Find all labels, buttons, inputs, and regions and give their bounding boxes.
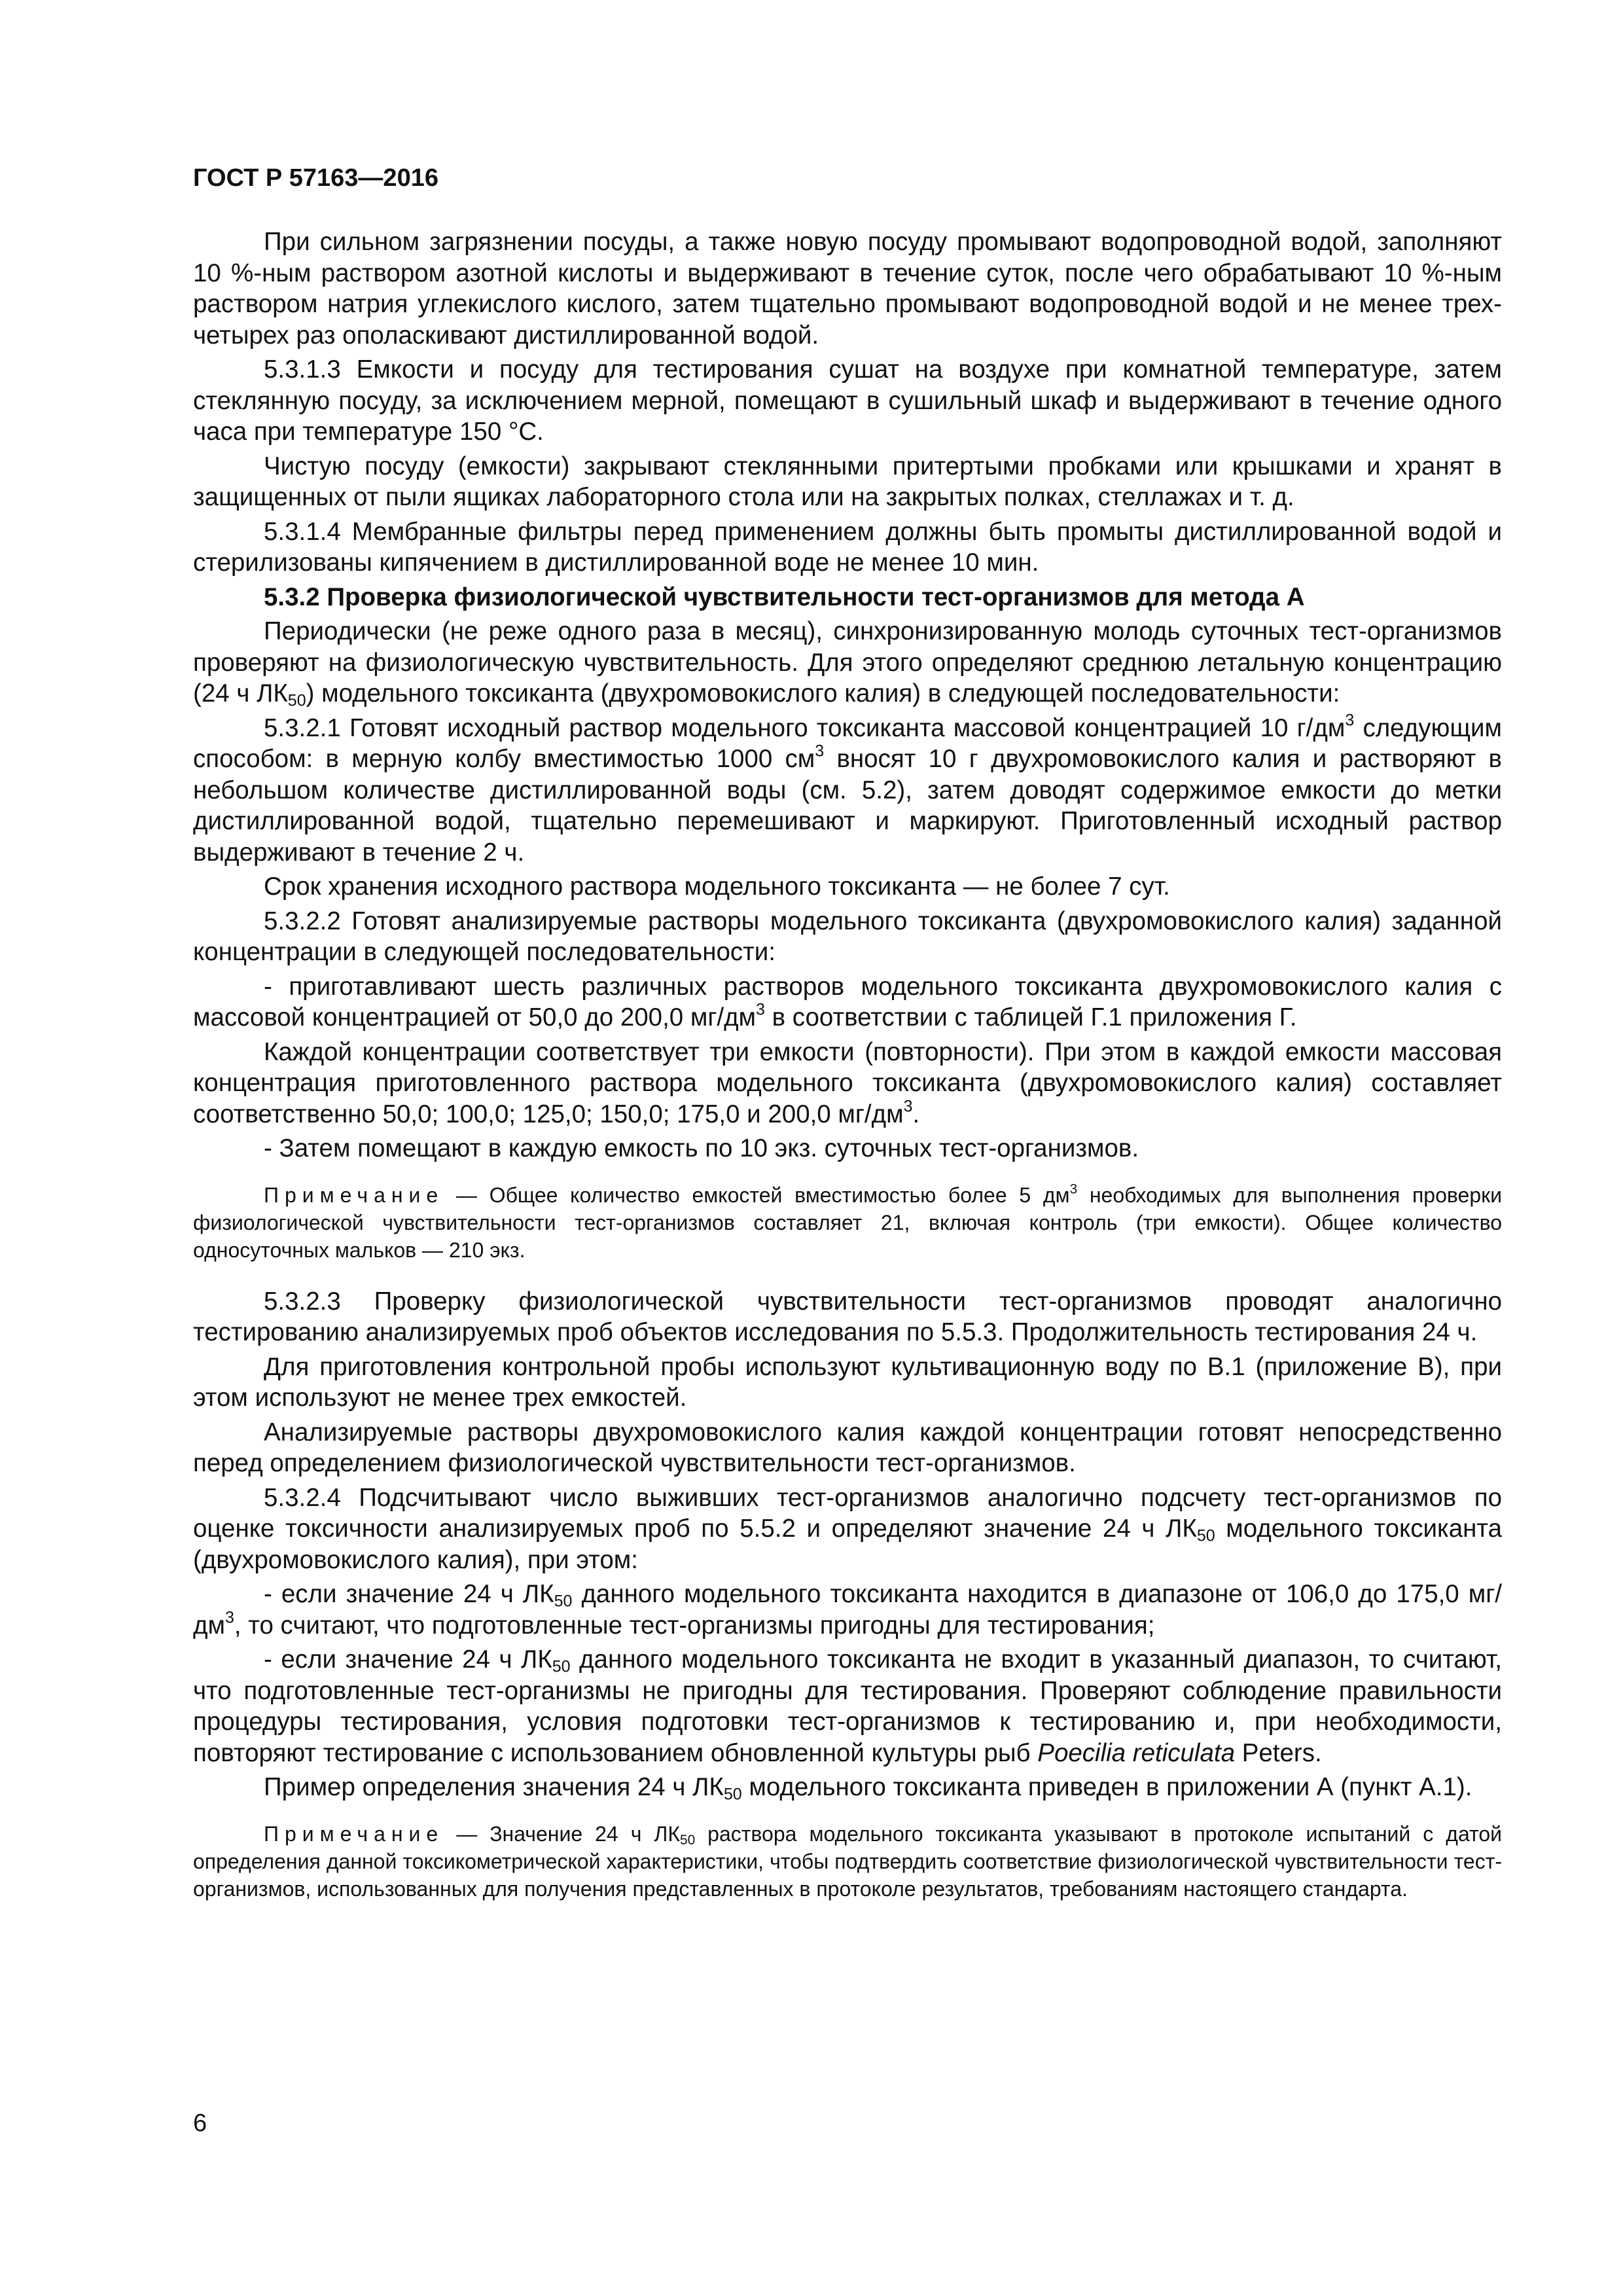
note-vessel-count: Примечание — Общее количество емкостей вместимостью более 5 $дм^3$ необходимых для выполнения проверки физиологической чувствительности тест-организмов составляет 21, включая контроль (три емкости). Общее количество односуточных мальков — 210 экз.: [193, 1181, 1503, 1262]
document-header: ГОСТ Р 57163—2016: [193, 164, 438, 192]
paragraph-cleaning-contaminated: При сильном загрязнении посуды, а также новую посуду промывают водопроводной водой, заполняют 10 %-ным раствором азотной кислоты и выдерживают в течение суток, после чего обрабатывают 10 %-ным раствором натрия углекислого кислого, затем тщательно промывают водопроводной водой и не менее трех-четырех раз ополаскивают дистиллированной водой.: [193, 228, 1502, 350]
list-item-range-invalid: - если значение 24 ч $ЛК_{50}$ данного модельного токсиканта не входит в указанный диапазон, то считают, что подготовленные тест-организмы не пригодны для тестирования. Проверяют соблюдение правильности процедуры тестирования, условия подготовки тест-организмов к тестированию и, при необходимости, повторяют тестирование с использованием обновленной культуры рыб Poecilia reticulata Peters.: [193, 1645, 1502, 1767]
species-name: Poecilia reticulata: [1037, 1738, 1236, 1767]
paragraph-5-3-2-3: 5.3.2.3 Проверку физиологической чувствительности тест-организмов проводят аналогично тестированию анализируемых проб объектов исследования по 5.5.3. Продолжительность тестирования 24 ч.: [193, 1287, 1502, 1346]
paragraph-control-sample: Для приготовления контрольной пробы используют культивационную воду по В.1 (приложение В), при этом используют не менее трех емкостей.: [193, 1352, 1502, 1412]
document-page: [193, 164, 1502, 1925]
paragraph-periodic-check: Периодически (не реже одного раза в месяц), синхронизированную молодь суточных тест-организмов проверяют на физиологическую чувствительность. Для этого определяют среднюю летальную концентрацию (24 ч $ЛК_{50}$) модельного токсиканта (двухромовокислого калия) в следующей последовательности:: [193, 617, 1502, 710]
paragraph-5-3-1-3: 5.3.1.3 Емкости и посуду для тестирования сушат на воздухе при комнатной температуре, затем стеклянную посуду, за исключением мерной, помещают в сушильный шкаф и выдерживают в течение одного часа при температуре 150 °C.: [193, 355, 1502, 446]
list-item-range-valid: - если значение 24 ч $ЛК_{50}$ данного модельного токсиканта находится в диапазоне от 106,0 до 175,0 $мг/дм^3$, то считают, что подготовленные тест-организмы пригодны для тестирования;: [193, 1580, 1503, 1640]
paragraph-clean-storage: Чистую посуду (емкости) закрывают стеклянными притертыми пробками или крышками и хранят в защищенных от пыли ящиках лабораторного стола или на закрытых полках, стеллажах и т. д.: [193, 452, 1502, 511]
note-label: Примечание: [264, 1821, 444, 1846]
paragraph-example-reference: Пример определения значения 24 ч $ЛК_{50}$ модельного токсиканта приведен в приложении А (пункт А.1).: [264, 1773, 1472, 1804]
note-label: Примечание: [264, 1183, 444, 1207]
section-heading-5-3-2: 5.3.2 Проверка физиологической чувствительности тест-организмов для метода А: [264, 583, 1305, 611]
paragraph-storage-term: Срок хранения исходного раствора модельного токсиканта — не более 7 сут.: [264, 872, 1170, 901]
paragraph-5-3-1-4: 5.3.1.4 Мембранные фильтры перед применением должны быть промыты дистиллированной водой и стерилизованы кипячением в дистиллированной воде не менее 10 мин.: [193, 517, 1502, 577]
list-item-place-organisms: - Затем помещают в каждую емкость по 10 экз. суточных тест-организмов.: [264, 1134, 1139, 1162]
page-number: 6: [193, 2109, 207, 2137]
paragraph-prepare-solutions: Анализируемые растворы двухромовокислого калия каждой концентрации готовят непосредственно перед определением физиологической чувствительности тест-организмов.: [193, 1418, 1502, 1477]
list-item-six-solutions: - приготавливают шесть различных растворов модельного токсиканта двухромовокислого калия с массовой концентрацией от 50,0 до 200,0 $мг/дм^3$ в соответствии с таблицей Г.1 приложения Г.: [193, 972, 1502, 1031]
paragraph-three-vessels: Каждой концентрации соответствует три емкости (повторности). При этом в каждой емкости массовая концентрация приготовленного раствора модельного токсиканта (двухромовокислого калия) составляет соответственно 50,0; 100,0; 125,0; 150,0; 175,0 и 200,0 $мг/дм^3$.: [193, 1037, 1502, 1128]
paragraph-5-3-2-2: 5.3.2.2 Готовят анализируемые растворы модельного токсиканта (двухромовокислого калия) заданной концентрации в следующей последовательности:: [193, 906, 1502, 966]
paragraph-5-3-2-4: 5.3.2.4 Подсчитывают число выживших тест-организмов аналогично подсчету тест-организмов по оценке токсичности анализируемых проб по 5.5.2 и определяют значение 24 ч $ЛК_{50}$ модельного токсиканта (двухромовокислого калия), при этом:: [193, 1483, 1503, 1574]
paragraph-5-3-2-1: 5.3.2.1 Готовят исходный раствор модельного токсиканта массовой концентрацией 10 $г/дм^3$ следующим способом: в мерную колбу вместимостью 1000 $см^3$ вносят 10 г двухромовокислого калия и растворяют в небольшом количестве дистиллированной воды (см. 5.2), затем доводят содержимое емкости до метки дистиллированной водой, тщательно перемешивают и маркируют. Приготовленный исходный раствор выдерживают в течение 2 ч.: [193, 711, 1502, 867]
note-protocol: Примечание — Значение 24 ч $ЛК_{50}$ раствора модельного токсиканта указывают в протоколе испытаний с датой определения данной токсикометрической характеристики, чтобы подтвердить соответствие физиологической чувствительности тест-организмов, использованных для получения представленных в протоколе результатов, требованиям настоящего стандарта.: [193, 1821, 1503, 1901]
